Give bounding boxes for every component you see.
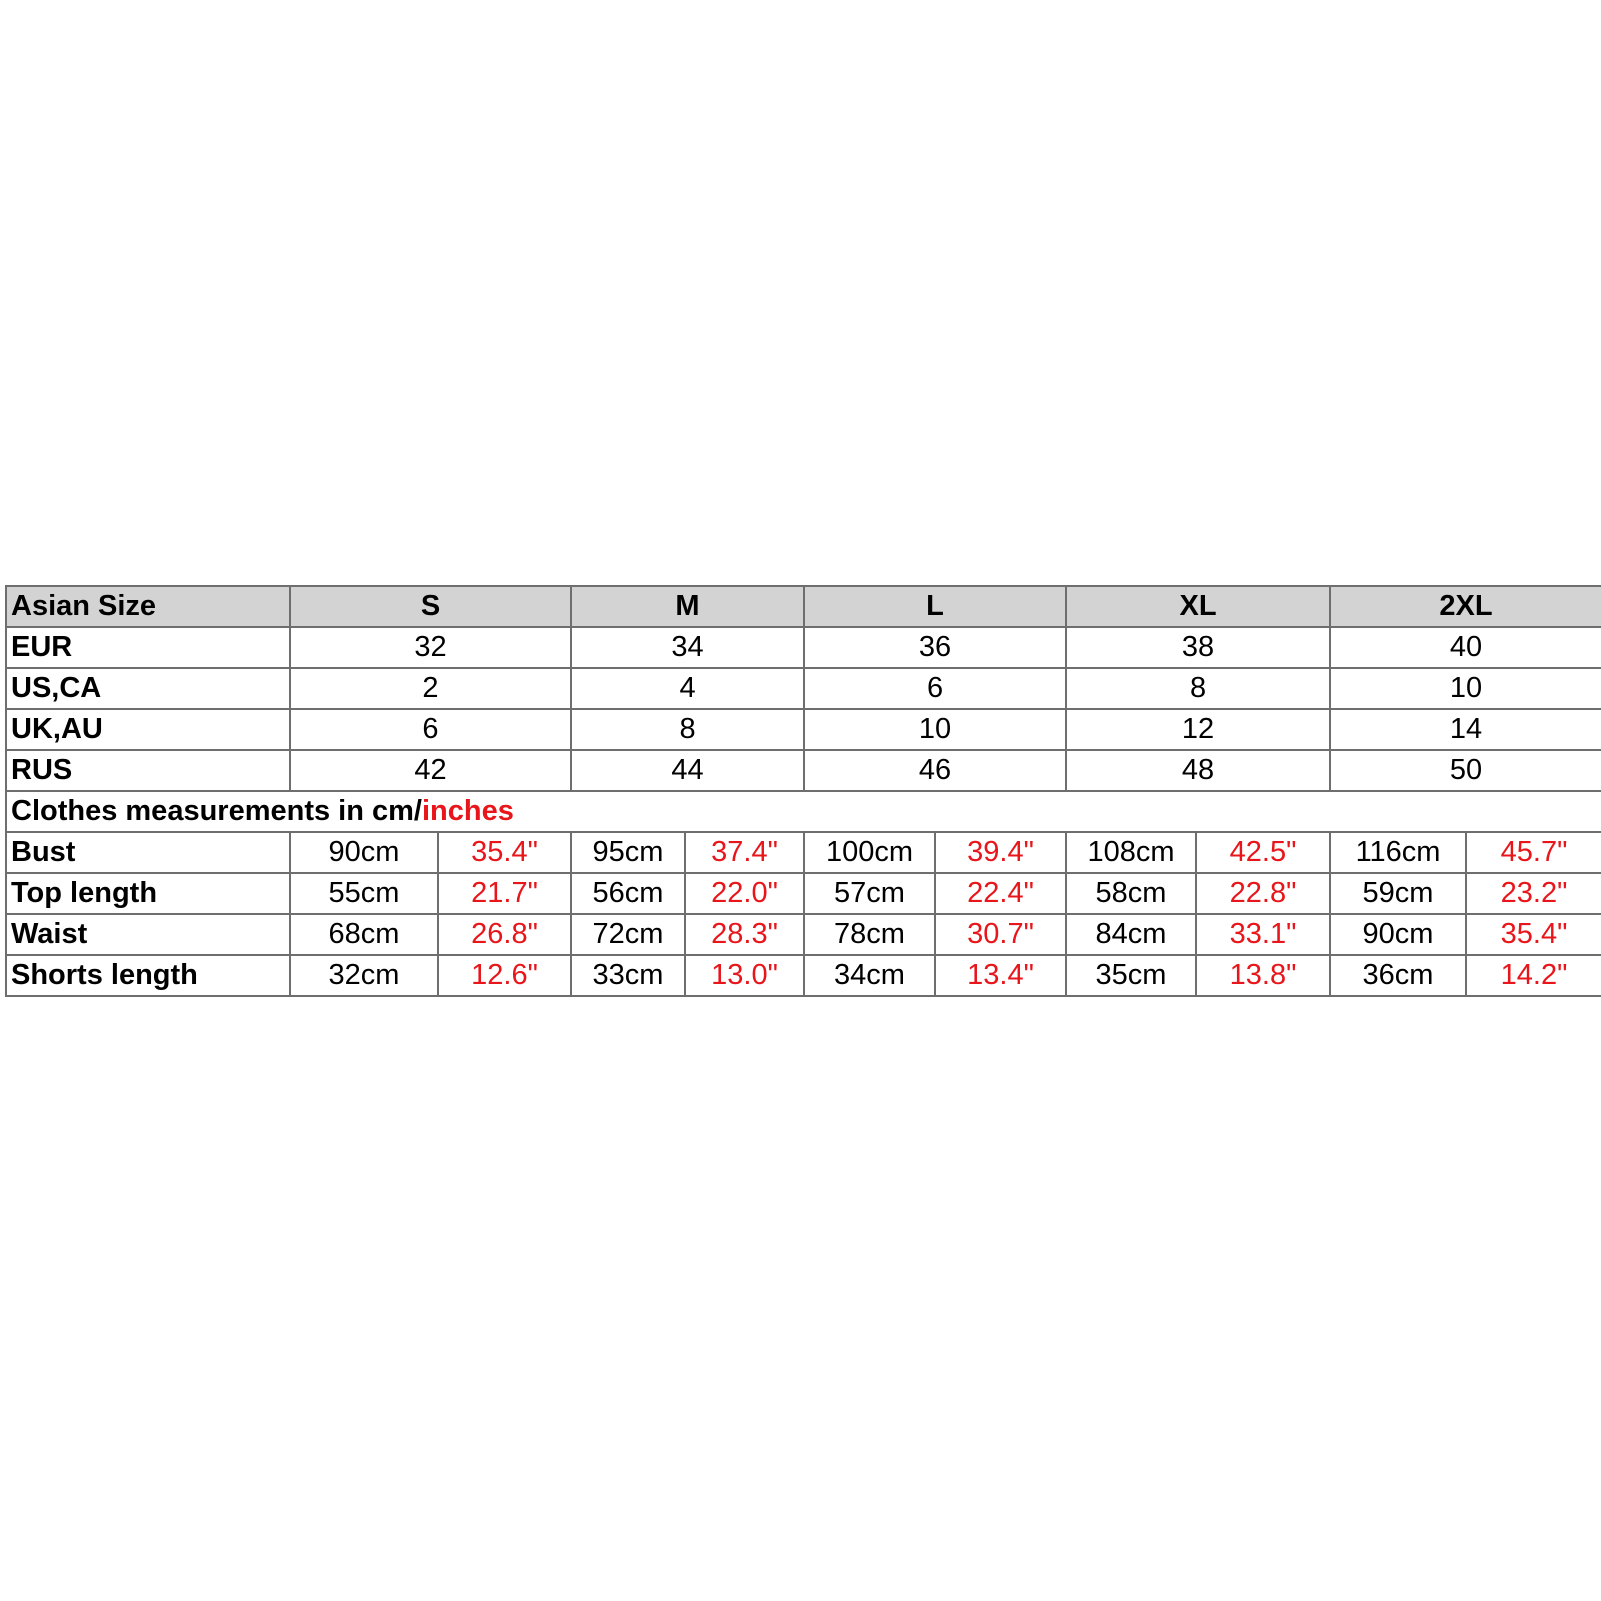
table-cell: 46 [804,750,1066,791]
measurement-row-shorts-length [6,955,1601,996]
conversion-row-eur [6,627,1601,668]
cm-cell: 34cm [804,955,935,996]
inch-cell: 13.0" [685,955,804,996]
conversion-row-us-ca [6,668,1601,709]
cm-cell: 95cm [571,832,685,873]
table-cell: 6 [804,668,1066,709]
table-cell: 42 [290,750,571,791]
cm-cell: 78cm [804,914,935,955]
cm-cell: 59cm [1330,873,1466,914]
cm-cell: 90cm [1330,914,1466,955]
size-2xl-header: 2XL [1330,586,1601,627]
table-cell: 32 [290,627,571,668]
row-label: RUS [6,750,290,791]
cm-cell: 58cm [1066,873,1196,914]
size-header-row [6,586,1601,627]
inch-cell: 35.4" [1466,914,1601,955]
row-label: UK,AU [6,709,290,750]
table-cell: 40 [1330,627,1601,668]
measurements-section-row [6,791,1601,832]
cm-cell: 68cm [290,914,438,955]
inch-cell: 42.5" [1196,832,1330,873]
section-title-prefix: Clothes measurements in cm/ [11,795,422,827]
row-label: Waist [6,914,290,955]
cm-cell: 72cm [571,914,685,955]
measurement-row-waist [6,914,1601,955]
measurement-row-top-length [6,873,1601,914]
cm-cell: 57cm [804,873,935,914]
row-label: Shorts length [6,955,290,996]
table-cell: 6 [290,709,571,750]
cm-cell: 33cm [571,955,685,996]
cm-cell: 108cm [1066,832,1196,873]
table-cell: 14 [1330,709,1601,750]
measurements-section-title [6,791,1601,832]
table-cell: 10 [1330,668,1601,709]
size-chart-table [5,585,1601,997]
inch-cell: 22.0" [685,873,804,914]
table-cell: 36 [804,627,1066,668]
size-s-header: S [290,586,571,627]
measurement-row-bust [6,832,1601,873]
table-cell: 48 [1066,750,1330,791]
row-label: Bust [6,832,290,873]
cm-cell: 90cm [290,832,438,873]
row-label: EUR [6,627,290,668]
inch-cell: 39.4" [935,832,1066,873]
cm-cell: 116cm [1330,832,1466,873]
inch-cell: 14.2" [1466,955,1601,996]
table-cell: 50 [1330,750,1601,791]
row-label: Top length [6,873,290,914]
cm-cell: 84cm [1066,914,1196,955]
table-cell: 44 [571,750,804,791]
conversion-row-rus [6,750,1601,791]
inch-cell: 33.1" [1196,914,1330,955]
row-label: US,CA [6,668,290,709]
inch-cell: 37.4" [685,832,804,873]
cm-cell: 100cm [804,832,935,873]
table-cell: 34 [571,627,804,668]
size-xl-header: XL [1066,586,1330,627]
inch-cell: 12.6" [438,955,571,996]
cm-cell: 36cm [1330,955,1466,996]
inch-cell: 28.3" [685,914,804,955]
cm-cell: 32cm [290,955,438,996]
table-cell: 4 [571,668,804,709]
inch-cell: 13.8" [1196,955,1330,996]
table-cell: 38 [1066,627,1330,668]
cm-cell: 55cm [290,873,438,914]
table-cell: 12 [1066,709,1330,750]
table-cell: 10 [804,709,1066,750]
cm-cell: 56cm [571,873,685,914]
asian-size-label: Asian Size [6,586,290,627]
cm-cell: 35cm [1066,955,1196,996]
inch-cell: 21.7" [438,873,571,914]
inch-cell: 26.8" [438,914,571,955]
inch-cell: 45.7" [1466,832,1601,873]
inch-cell: 30.7" [935,914,1066,955]
size-m-header: M [571,586,804,627]
section-title-accent: inches [421,795,514,827]
inch-cell: 22.4" [935,873,1066,914]
inch-cell: 23.2" [1466,873,1601,914]
table-cell: 8 [571,709,804,750]
inch-cell: 35.4" [438,832,571,873]
table-cell: 2 [290,668,571,709]
inch-cell: 22.8" [1196,873,1330,914]
size-l-header: L [804,586,1066,627]
inch-cell: 13.4" [935,955,1066,996]
conversion-row-uk-au [6,709,1601,750]
table-cell: 8 [1066,668,1330,709]
